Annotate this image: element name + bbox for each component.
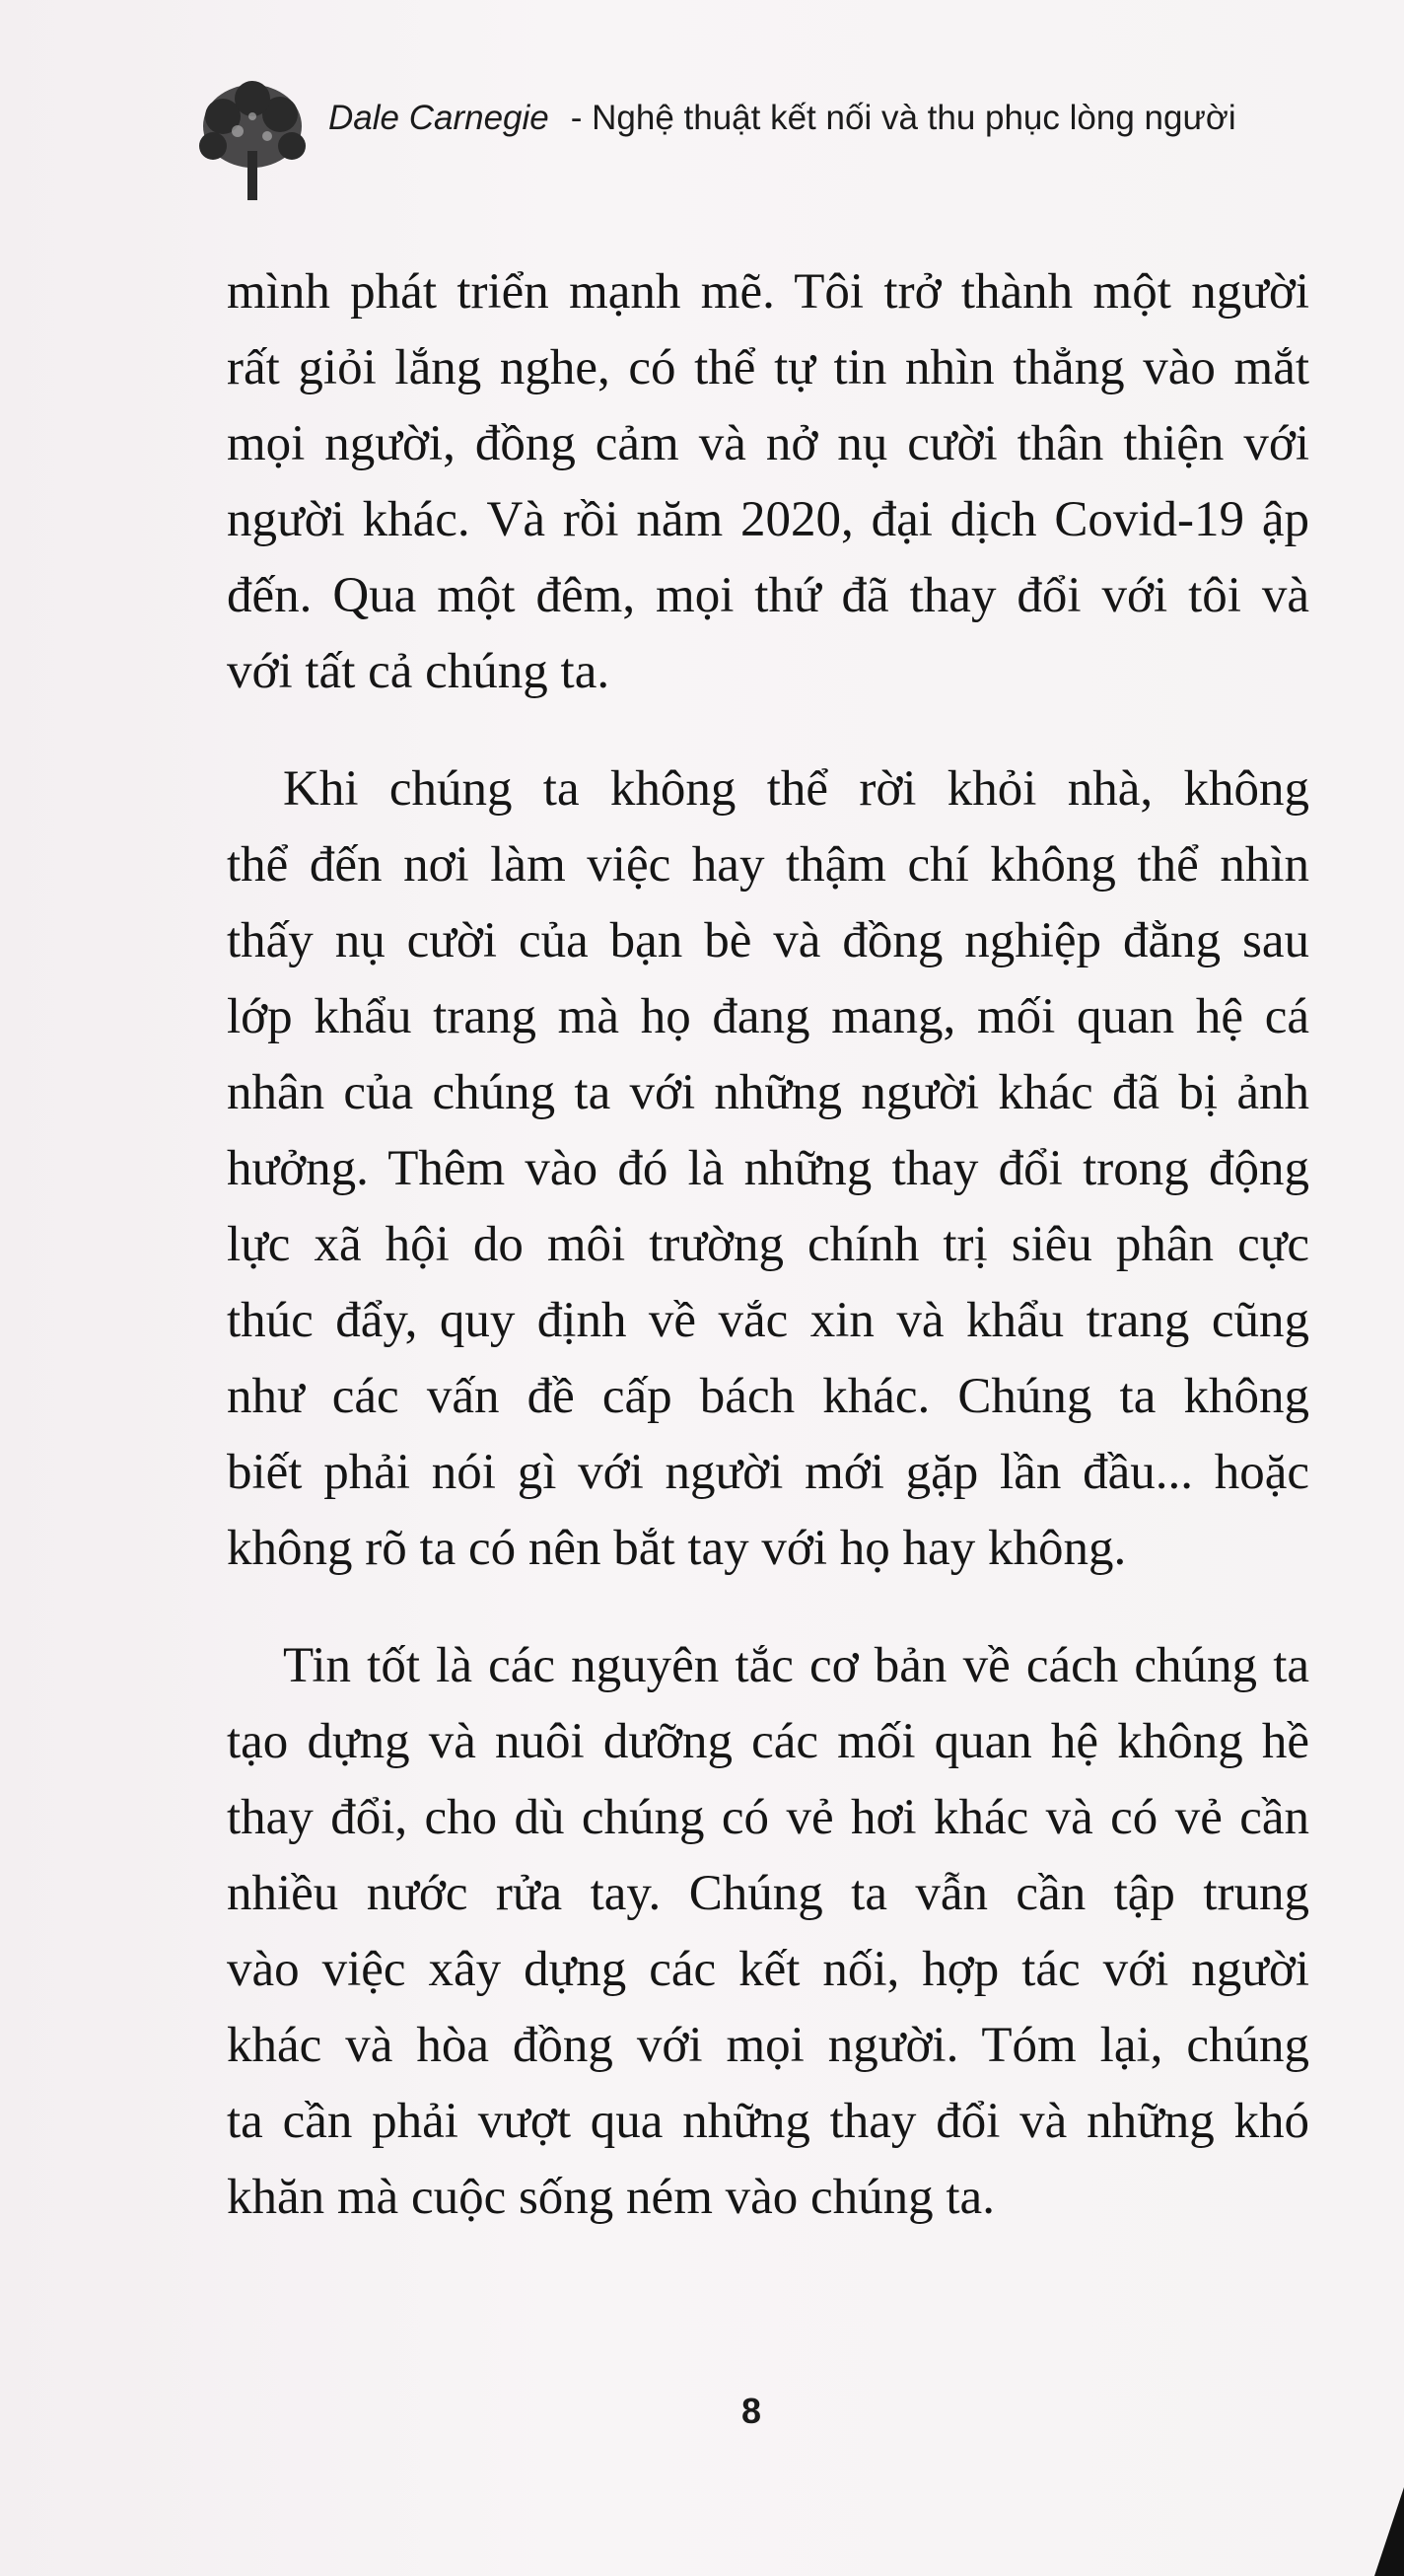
book-edge: [1374, 2487, 1404, 2576]
paragraph: [227, 254, 1309, 710]
text-line: không rõ ta có nên bắt tay với họ hay không.: [227, 1521, 1127, 1576]
paragraph: [227, 1628, 1309, 2236]
text-line: tạo dựng và nuôi dưỡng các mối quan hệ không hề: [227, 1714, 1309, 1769]
tree-logo-icon: [193, 77, 312, 205]
text-line: lớp khẩu trang mà họ đang mang, mối quan hệ cá: [227, 989, 1309, 1044]
text-line: ta cần phải vượt qua những thay đổi và những khó: [227, 2094, 1309, 2149]
text-line: với tất cả chúng ta.: [227, 644, 610, 699]
text-line: khác và hòa đồng với mọi người. Tóm lại, chúng: [227, 2018, 1309, 2073]
text-line: nhiều nước rửa tay. Chúng ta vẫn cần tập trung: [227, 1866, 1309, 1921]
text-line: rất giỏi lắng nghe, có thể tự tin nhìn thẳng vào mắt: [227, 340, 1309, 395]
text-line: vào việc xây dựng các kết nối, hợp tác với người: [227, 1942, 1309, 1997]
text-line: đến. Qua một đêm, mọi thứ đã thay đổi với tôi và: [227, 568, 1309, 623]
text-line: nhân của chúng ta với những người khác đã bị ảnh: [227, 1065, 1309, 1120]
header-author: Dale Carnegie: [328, 99, 549, 137]
text-line: lực xã hội do môi trường chính trị siêu phân cực: [227, 1217, 1309, 1272]
text-line: khăn mà cuộc sống ném vào chúng ta.: [227, 2170, 995, 2225]
text-line: Tin tốt là các nguyên tắc cơ bản về cách chúng ta: [283, 1638, 1309, 1693]
text-line: biết phải nói gì với người mới gặp lần đầu... hoặc: [227, 1445, 1309, 1500]
text-line: như các vấn đề cấp bách khác. Chúng ta không: [227, 1369, 1309, 1424]
text-line: người khác. Và rồi năm 2020, đại dịch Covid-19 ập: [227, 492, 1309, 547]
text-line: mình phát triển mạnh mẽ. Tôi trở thành một người: [227, 264, 1309, 320]
text-line: mọi người, đồng cảm và nở nụ cười thân thiện với: [227, 416, 1309, 471]
running-header: [328, 99, 1285, 138]
text-line: thúc đẩy, quy định về vắc xin và khẩu trang cũng: [227, 1293, 1309, 1348]
header-book-title: - Nghệ thuật kết nối và thu phục lòng người: [570, 99, 1236, 137]
body-text: [227, 254, 1309, 2277]
text-line: hưởng. Thêm vào đó là những thay đổi trong động: [227, 1141, 1309, 1196]
text-line: thấy nụ cười của bạn bè và đồng nghiệp đằng sau: [227, 913, 1309, 968]
page-number: 8: [741, 2391, 762, 2431]
text-line: Khi chúng ta không thể rời khỏi nhà, không: [283, 761, 1309, 817]
text-line: thay đổi, cho dù chúng có vẻ hơi khác và có vẻ cần: [227, 1790, 1309, 1845]
paragraph: [227, 751, 1309, 1587]
text-line: thể đến nơi làm việc hay thậm chí không thể nhìn: [227, 837, 1309, 893]
